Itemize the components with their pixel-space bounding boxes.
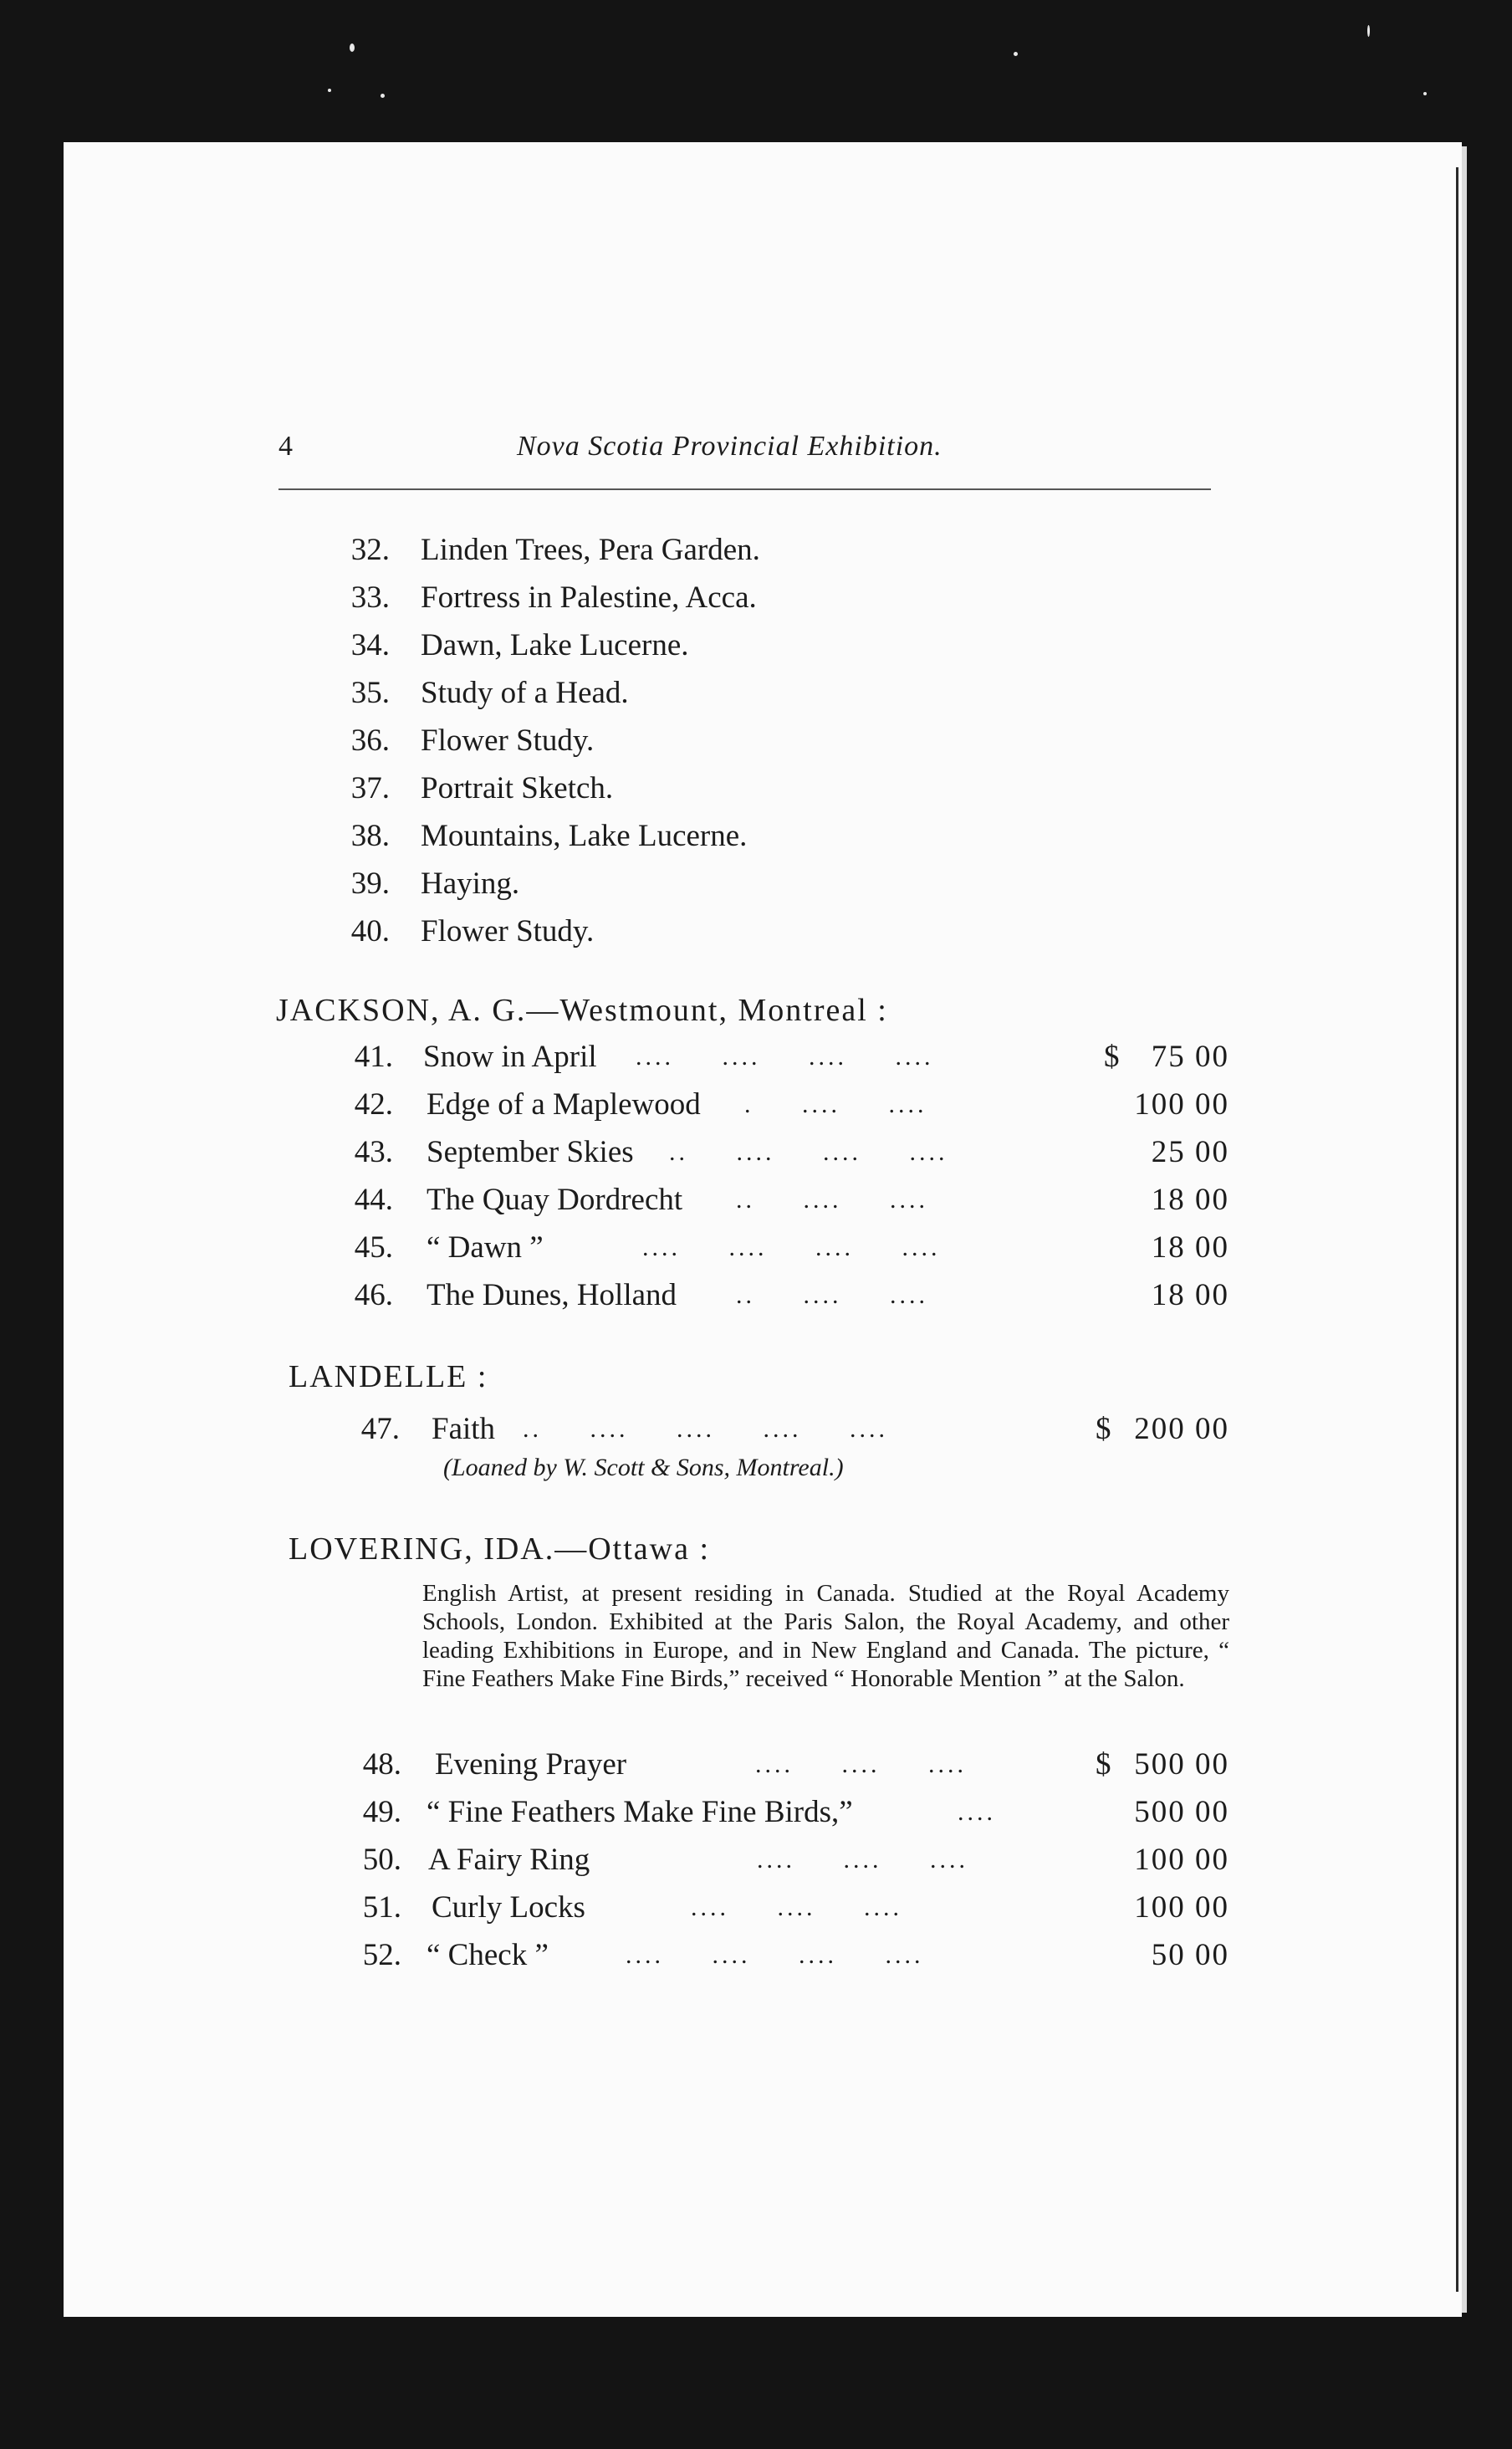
scan-speck — [350, 43, 355, 52]
item-number: 45. — [354, 1230, 393, 1265]
item-number: 41. — [354, 1040, 393, 1074]
item-number: 39. — [350, 867, 390, 901]
item-title: Haying. — [421, 867, 520, 901]
scan-speck — [1423, 92, 1427, 95]
item-title: “ Check ” — [427, 1938, 549, 1972]
header-rule — [278, 488, 1211, 490]
item-title: Mountains, Lake Lucerne. — [421, 819, 748, 853]
item-title: The Dunes, Holland — [427, 1278, 677, 1312]
dot-leaders: .. .... .... — [736, 1281, 928, 1309]
currency-symbol: $ — [1104, 1040, 1120, 1074]
artist-heading-jackson: JACKSON, A. G.—Westmount, Montreal : — [276, 993, 888, 1028]
item-title: The Quay Dordrecht — [427, 1183, 683, 1217]
dot-leaders: .... .... .... .... — [626, 1941, 924, 1969]
dot-leaders: .... .... .... — [755, 1751, 967, 1778]
item-price: 200 00 — [1134, 1412, 1229, 1446]
dot-leaders: .... .... .... — [757, 1846, 968, 1874]
item-price: 500 00 — [1134, 1747, 1229, 1782]
item-number: 35. — [350, 676, 390, 710]
item-number: 37. — [350, 771, 390, 805]
item-number: 34. — [350, 628, 390, 662]
item-number: 40. — [350, 914, 390, 948]
item-number: 44. — [354, 1183, 393, 1217]
artist-heading-landelle: LANDELLE : — [289, 1359, 488, 1394]
page-gutter-line — [1456, 167, 1458, 2292]
item-title: Snow in April — [423, 1040, 597, 1074]
item-title: Faith — [432, 1412, 496, 1446]
artist-biography: English Artist, at present residing in Canada. Studied at the Royal Academy Schools, London. Exhibited at the Paris Salon, the Royal Academy, and other leading Exhibitions in Europe, and in New England and Canada. The picture, “ Fine Feathers Make Fine Birds,” received “ Honorable Mention ” at the Salon. — [422, 1580, 1229, 1692]
item-price: 18 00 — [1151, 1278, 1229, 1312]
item-number: 52. — [362, 1938, 401, 1972]
item-price: 18 00 — [1151, 1230, 1229, 1265]
dot-leaders: . .... .... — [744, 1091, 927, 1118]
scan-speck — [1367, 25, 1370, 37]
item-title: Evening Prayer — [435, 1747, 627, 1782]
item-price: 500 00 — [1134, 1795, 1229, 1829]
item-number: 38. — [350, 819, 390, 853]
item-price: 100 00 — [1134, 1890, 1229, 1925]
scan-speck — [328, 89, 331, 92]
item-number: 43. — [354, 1135, 393, 1169]
item-title: “ Fine Feathers Make Fine Birds,” — [427, 1795, 853, 1829]
item-title: Flower Study. — [421, 723, 595, 758]
item-title: Fortress in Palestine, Acca. — [421, 580, 757, 615]
item-title: Flower Study. — [421, 914, 595, 948]
dot-leaders: .. .... .... — [736, 1186, 928, 1214]
item-number: 49. — [362, 1795, 401, 1829]
item-number: 48. — [362, 1747, 401, 1782]
item-price: 75 00 — [1151, 1040, 1229, 1074]
page-number: 4 — [278, 431, 293, 462]
item-title: “ Dawn ” — [427, 1230, 544, 1265]
dot-leaders: .... .... .... .... — [642, 1234, 941, 1261]
dot-leaders: .... — [958, 1798, 996, 1826]
item-price: 50 00 — [1151, 1938, 1229, 1972]
item-title: Dawn, Lake Lucerne. — [421, 628, 689, 662]
scan-speck — [381, 94, 385, 98]
item-price: 100 00 — [1134, 1087, 1229, 1122]
item-number: 36. — [350, 723, 390, 758]
dot-leaders: .. .... .... .... — [669, 1138, 948, 1166]
running-head: Nova Scotia Provincial Exhibition. — [517, 431, 942, 462]
scan-speck — [1014, 52, 1018, 56]
item-title: September Skies — [427, 1135, 634, 1169]
item-number: 50. — [362, 1843, 401, 1877]
item-price: 100 00 — [1134, 1843, 1229, 1877]
artist-heading-lovering: LOVERING, IDA.—Ottawa : — [289, 1531, 711, 1567]
item-price: 25 00 — [1151, 1135, 1229, 1169]
item-number: 42. — [354, 1087, 393, 1122]
item-number: 51. — [362, 1890, 401, 1925]
item-number: 47. — [360, 1412, 400, 1446]
item-title: A Fairy Ring — [428, 1843, 590, 1877]
item-title: Edge of a Maplewood — [427, 1087, 701, 1122]
currency-symbol: $ — [1096, 1747, 1111, 1782]
item-title: Study of a Head. — [421, 676, 629, 710]
item-number: 46. — [354, 1278, 393, 1312]
currency-symbol: $ — [1096, 1412, 1111, 1446]
item-title: Curly Locks — [432, 1890, 585, 1925]
dot-leaders: .. .... .... .... .... — [523, 1415, 888, 1443]
item-title: Linden Trees, Pera Garden. — [421, 533, 760, 567]
dot-leaders: .... .... .... .... — [636, 1043, 934, 1071]
adjacent-page-edge — [1462, 146, 1467, 2313]
item-number: 32. — [350, 533, 390, 567]
loan-note: (Loaned by W. Scott & Sons, Montreal.) — [443, 1454, 844, 1481]
item-price: 18 00 — [1151, 1183, 1229, 1217]
dot-leaders: .... .... .... — [691, 1894, 902, 1921]
item-number: 33. — [350, 580, 390, 615]
item-title: Portrait Sketch. — [421, 771, 614, 805]
